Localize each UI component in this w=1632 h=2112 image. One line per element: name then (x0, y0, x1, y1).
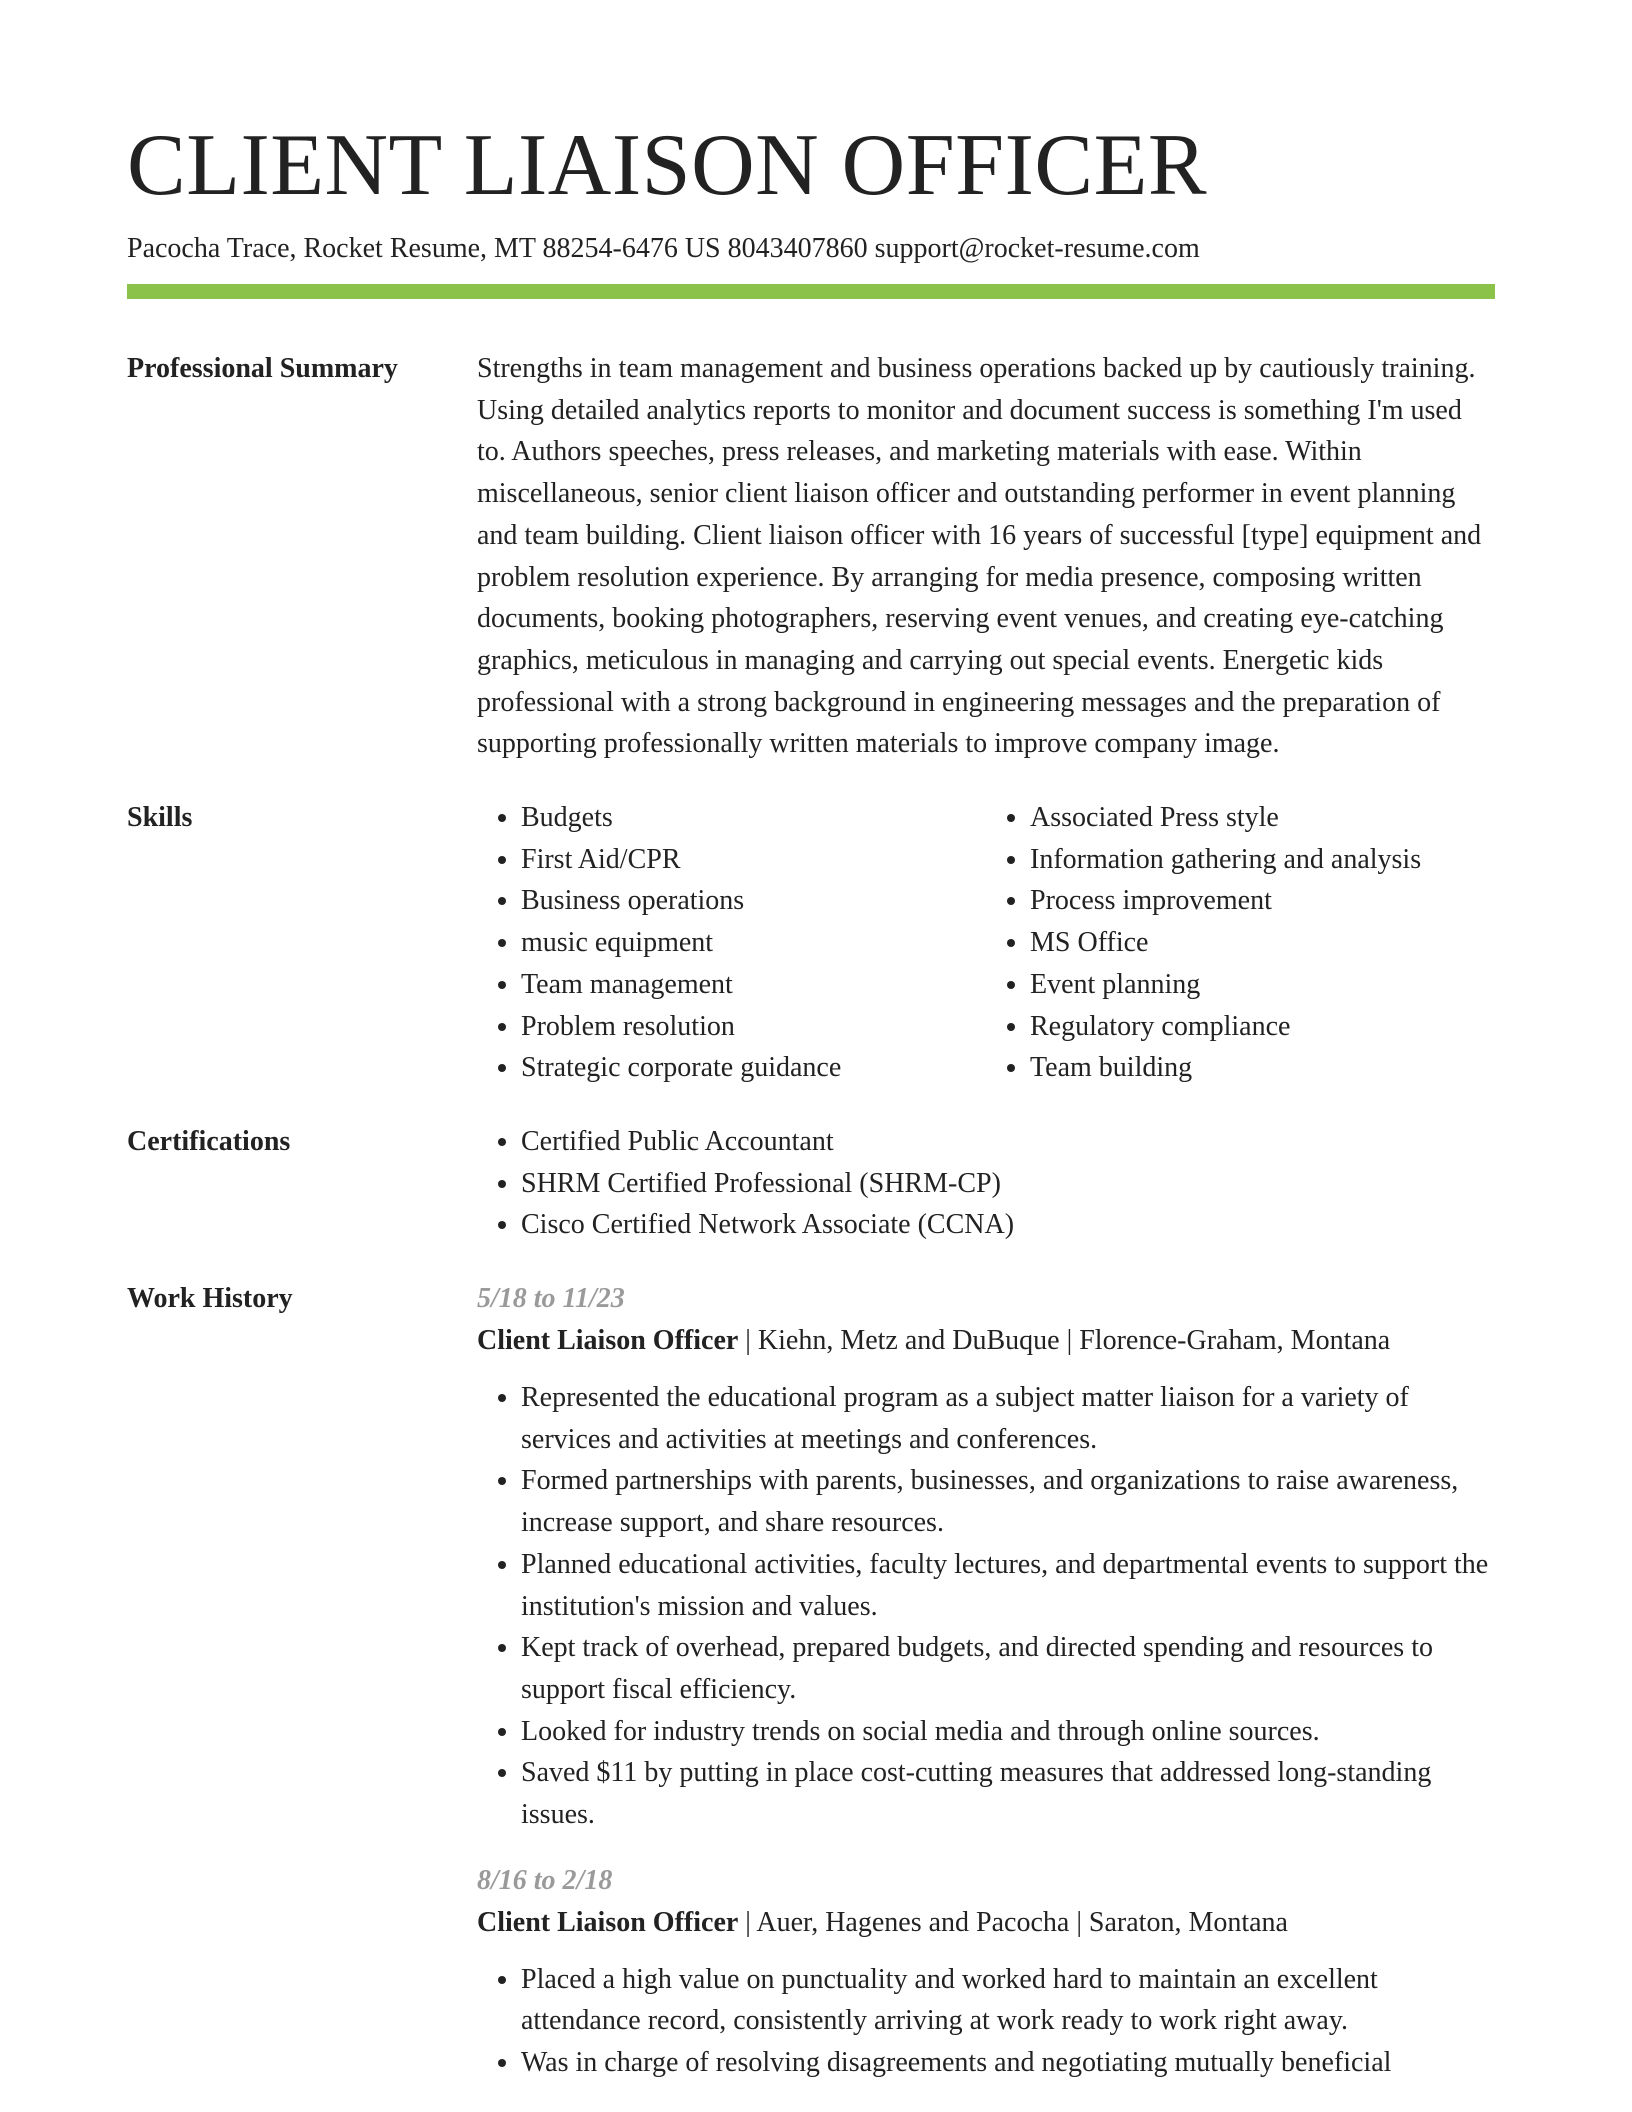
job-heading (477, 1902, 1495, 1944)
summary-text: Strengths in team management and business operations backed up by cautiously training. Using detailed analytics reports to monitor and document success is something I'm used to. Authors speeches, press releases, and marketing materials with ease. Within miscellaneous, senior client liaison officer and outstanding performer in event planning and team building. Client liaison officer with 16 years of successful [type] equipment and problem resolution experience. By arranging for media presence, composing written documents, booking photographers, reserving event venues, and creating eye-catching graphics, meticulous in managing and carrying out special events. Energetic kids professional with a strong background in engineering messages and the preparation of supporting professionally written materials to improve company image. (477, 353, 1482, 760)
skill-item: • Team management (521, 964, 986, 1006)
job-bullets (477, 1377, 1495, 1836)
job-bullet: • Represented the educational program as a subject matter liaison for a variety of services and activities at meetings and conferences. (521, 1377, 1495, 1460)
certification-item: • Certified Public Accountant (521, 1121, 1495, 1163)
job-bullet: • Kept track of overhead, prepared budgets, and directed spending and resources to support fiscal efficiency. (521, 1627, 1495, 1710)
skill-item: • Problem resolution (521, 1006, 986, 1048)
skill-item: • Team building (1030, 1047, 1495, 1089)
resume-title: CLIENT LIAISON OFFICER (127, 117, 1208, 214)
certification-item: • Cisco Certified Network Associate (CCNA) (521, 1204, 1495, 1246)
skill-item: • music equipment (521, 922, 986, 964)
skills-list-right (986, 797, 1495, 1089)
job-details: | Auer, Hagenes and Pacocha | Saraton, Montana (738, 1906, 1288, 1938)
skill-item: • MS Office (1030, 922, 1495, 964)
skills-heading: Skills (127, 802, 193, 833)
job-bullets (477, 1959, 1495, 2084)
job-entry (477, 1278, 1495, 1836)
certifications-body (477, 1121, 1495, 1246)
summary-heading: Professional Summary (127, 353, 398, 384)
job-title: Client Liaison Officer (477, 1906, 739, 1938)
job-entry (477, 1860, 1495, 2084)
job-dates: 8/16 to 2/18 (477, 1864, 613, 1896)
job-details: | Kiehn, Metz and DuBuque | Florence-Graham, Montana (738, 1325, 1391, 1356)
skill-item: • Business operations (521, 880, 986, 922)
job-bullet: • Saved $11 by putting in place cost-cutting measures that addressed long-standing issues. (521, 1752, 1495, 1835)
contact-line: Pacocha Trace, Rocket Resume, MT 88254-6476 US 8043407860 support@rocket-resume.com (127, 233, 1200, 264)
job-bullet: • Was in charge of resolving disagreements and negotiating mutually beneficial (521, 2042, 1495, 2084)
job-bullet: • Formed partnerships with parents, businesses, and organizations to raise awareness, increase support, and share resources. (521, 1460, 1495, 1543)
skill-item: • Information gathering and analysis (1030, 839, 1495, 881)
certifications-heading: Certifications (127, 1126, 291, 1157)
skill-item: • Budgets (521, 797, 986, 839)
work-history-body (477, 1278, 1495, 2108)
skill-item: • Process improvement (1030, 880, 1495, 922)
skill-item: • Strategic corporate guidance (521, 1047, 986, 1089)
skill-item: • Event planning (1030, 964, 1495, 1006)
skill-item: • Associated Press style (1030, 797, 1495, 839)
job-bullet: • Placed a high value on punctuality and worked hard to maintain an excellent attendance record, consistently arriving at work ready to work right away. (521, 1959, 1495, 2042)
certifications-list (477, 1121, 1495, 1246)
skills-body (477, 797, 1495, 1089)
job-heading (477, 1320, 1495, 1362)
job-bullet: • Looked for industry trends on social media and through online sources. (521, 1711, 1495, 1753)
job-title: Client Liaison Officer (477, 1325, 739, 1356)
accent-divider (127, 284, 1495, 299)
summary-body (477, 348, 1495, 765)
job-dates: 5/18 to 11/23 (477, 1283, 625, 1314)
certification-item: • SHRM Certified Professional (SHRM-CP) (521, 1163, 1495, 1205)
job-bullet: • Planned educational activities, faculty lectures, and departmental events to support the institution's mission and values. (521, 1544, 1495, 1627)
skills-list-left (477, 797, 986, 1089)
work-history-heading: Work History (127, 1283, 293, 1314)
skill-item: • Regulatory compliance (1030, 1006, 1495, 1048)
skill-item: • First Aid/CPR (521, 839, 986, 881)
